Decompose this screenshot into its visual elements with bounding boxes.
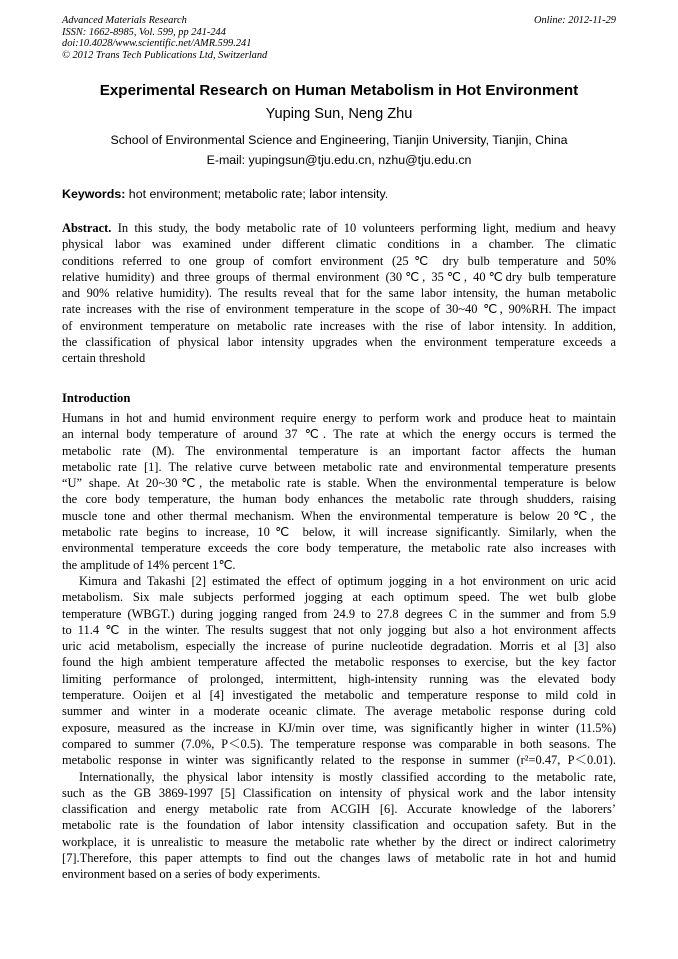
abstract-label: Abstract. [62,221,112,235]
abstract-line: rate increases with the rise of environment temperature in the scope of 30~40 ℃, 90%RH. The impact [62,302,616,317]
keywords [62,186,616,202]
paper-title: Experimental Research on Human Metabolism in Hot Environment [99,82,579,99]
intro-line: metabolic rate [1]. The relative curve between metabolic rate and environmental temperature presents [62,459,616,474]
intro-line: temperature (WBGT.) during jogging ranged from 24.9 to 27.8 degrees C in the summer and from 5.9 [62,606,616,621]
intro-line: metabolic rate begins to increase, 10℃ below, it will increase significantly. Similarly, when the [62,525,616,540]
intro-line: metabolic rate is the foundation of labor intensity classification and occupation safety. But in the [62,818,616,833]
online-date: Online: 2012-11-29 [533,15,616,26]
intro-line: [7].Therefore, this paper attempts to find out the changes laws of metabolic rate in hot and humid [62,851,616,866]
intro-line: Humans in hot and humid environment require energy to perform work and produce heat to maintain [62,411,616,425]
journal-header [62,15,616,61]
intro-line: summer and winter in a moderate oceanic climate. The average metabolic response during cold [62,704,616,719]
keywords-label: Keywords: [62,187,126,201]
abstract-line: the classification of physical labor intensity upgrades when the environment temperature exceeds a [62,335,616,350]
paper-authors: Yuping Sun, Neng Zhu [265,106,413,122]
intro-line: found the high ambient temperature affected the metabolic responses to exercise, but the key factor [62,655,616,670]
intro-line: metabolism. Six male subjects performed jogging at each optimum speed. The wet bulb globe [62,590,616,605]
abstract-line: and 90% relative humidity). The results reveal that for the same labor intensity, the human metabolic [62,286,616,301]
intro-line: the core body temperature, the human body enhances the metabolic rate through shudders, raising [62,492,616,507]
intro-line: workplace, it is unrealistic to measure the metabolic rate whether by the direct or indirect calorimetry [62,834,616,849]
intro-line: the amplitude of 14% percent 1℃. [62,557,236,572]
journal-copyright: © 2012 Trans Tech Publications Ltd, Switzerland [62,49,268,61]
intro-line: metabolic rate (M). The environmental temperature is an important factor affects the human [62,443,616,458]
intro-line: Internationally, the physical labor intensity is mostly classified according to the metabolic rate, [79,769,616,784]
intro-line: to 11.4 ℃ in the winter. The results suggest that not only jogging but also a hot environment affects [62,622,616,637]
intro-line: an internal body temperature of around 37 ℃. The rate at which the energy occurs is termed the [62,427,616,442]
intro-line: metabolic response in winter was significantly related to the response in summer (r²=0.47, P＜0.01). [62,753,616,768]
journal-issn: ISSN: 1662-8985, Vol. 599, pp 241-244 [62,26,226,38]
intro-line: exposure, measured as the increase in KJ/min over time, was significantly higher in winter (11.5%) [62,720,616,735]
abstract-line: certain threshold [62,351,146,366]
section-heading-introduction: Introduction [62,391,131,405]
intro-line: compared to summer (7.0%, P＜0.5). The temperature response was comparable in both seasons. The [62,736,616,751]
intro-line: “U” shape. At 20~30℃, the metabolic rate is stable. When the environmental temperature is below [62,476,616,491]
abstract [62,220,616,367]
intro-line: environmental temperature exceeds the core body temperature, the metabolic rate also increases with [62,541,616,556]
author-affiliation: School of Environmental Science and Engineering, Tianjin University, Tianjin, China [110,133,568,147]
intro-line: uric acid metabolism, especially the increase of purine nucleotide degradation. Morris et al [3] also [62,639,616,654]
abstract-line: relative humidity) and three groups of thermal environment (30℃, 35℃, 40℃dry bulb temperature [62,269,616,284]
intro-line: temperature. Ooijen et al [4] investigated the metabolic and temperature response to mild cold in [62,688,616,703]
intro-line: muscle tone and other thermal mechanism. When the environmental temperature is below 20℃, the [62,508,616,523]
abstract-line: of environment temperature on metabolic rate increases with the rise of labor intensity. In addition, [62,318,616,333]
keywords-text: hot environment; metabolic rate; labor intensity. [125,187,389,201]
intro-line: classification and energy metabolic rate from ACGIH [6]. Accurate knowledge of the laborers’ [62,802,616,817]
intro-line: such as the GB 3869-1997 [5] Classification on intensity of physical work and the labor intensity [62,785,616,800]
abstract-line: Abstract. In this study, the body metabolic rate of 10 volunteers performing light, medium and heavy [62,221,616,235]
intro-line: Kimura and Takashi [2] estimated the effect of optimum jogging in a hot environment on uric acid [79,573,616,588]
journal-doi: doi:10.4028/www.scientific.net/AMR.599.241 [62,38,252,50]
abstract-line: conditions referred to one group of comfort environment (25℃ dry bulb temperature and 50% [62,253,616,268]
journal-name: Advanced Materials Research [62,15,187,26]
introduction-body [62,410,616,883]
abstract-line: physical labor was examined under different climatic conditions in a chamber. The climatic [62,237,616,252]
intro-line: limiting performance of prolonged, intermittent, high-intensity running was the elevated body [62,671,616,686]
author-email: E-mail: yupingsun@tju.edu.cn, nzhu@tju.edu.cn [206,153,472,167]
intro-line: environment based on a series of body experiments. [62,867,321,882]
